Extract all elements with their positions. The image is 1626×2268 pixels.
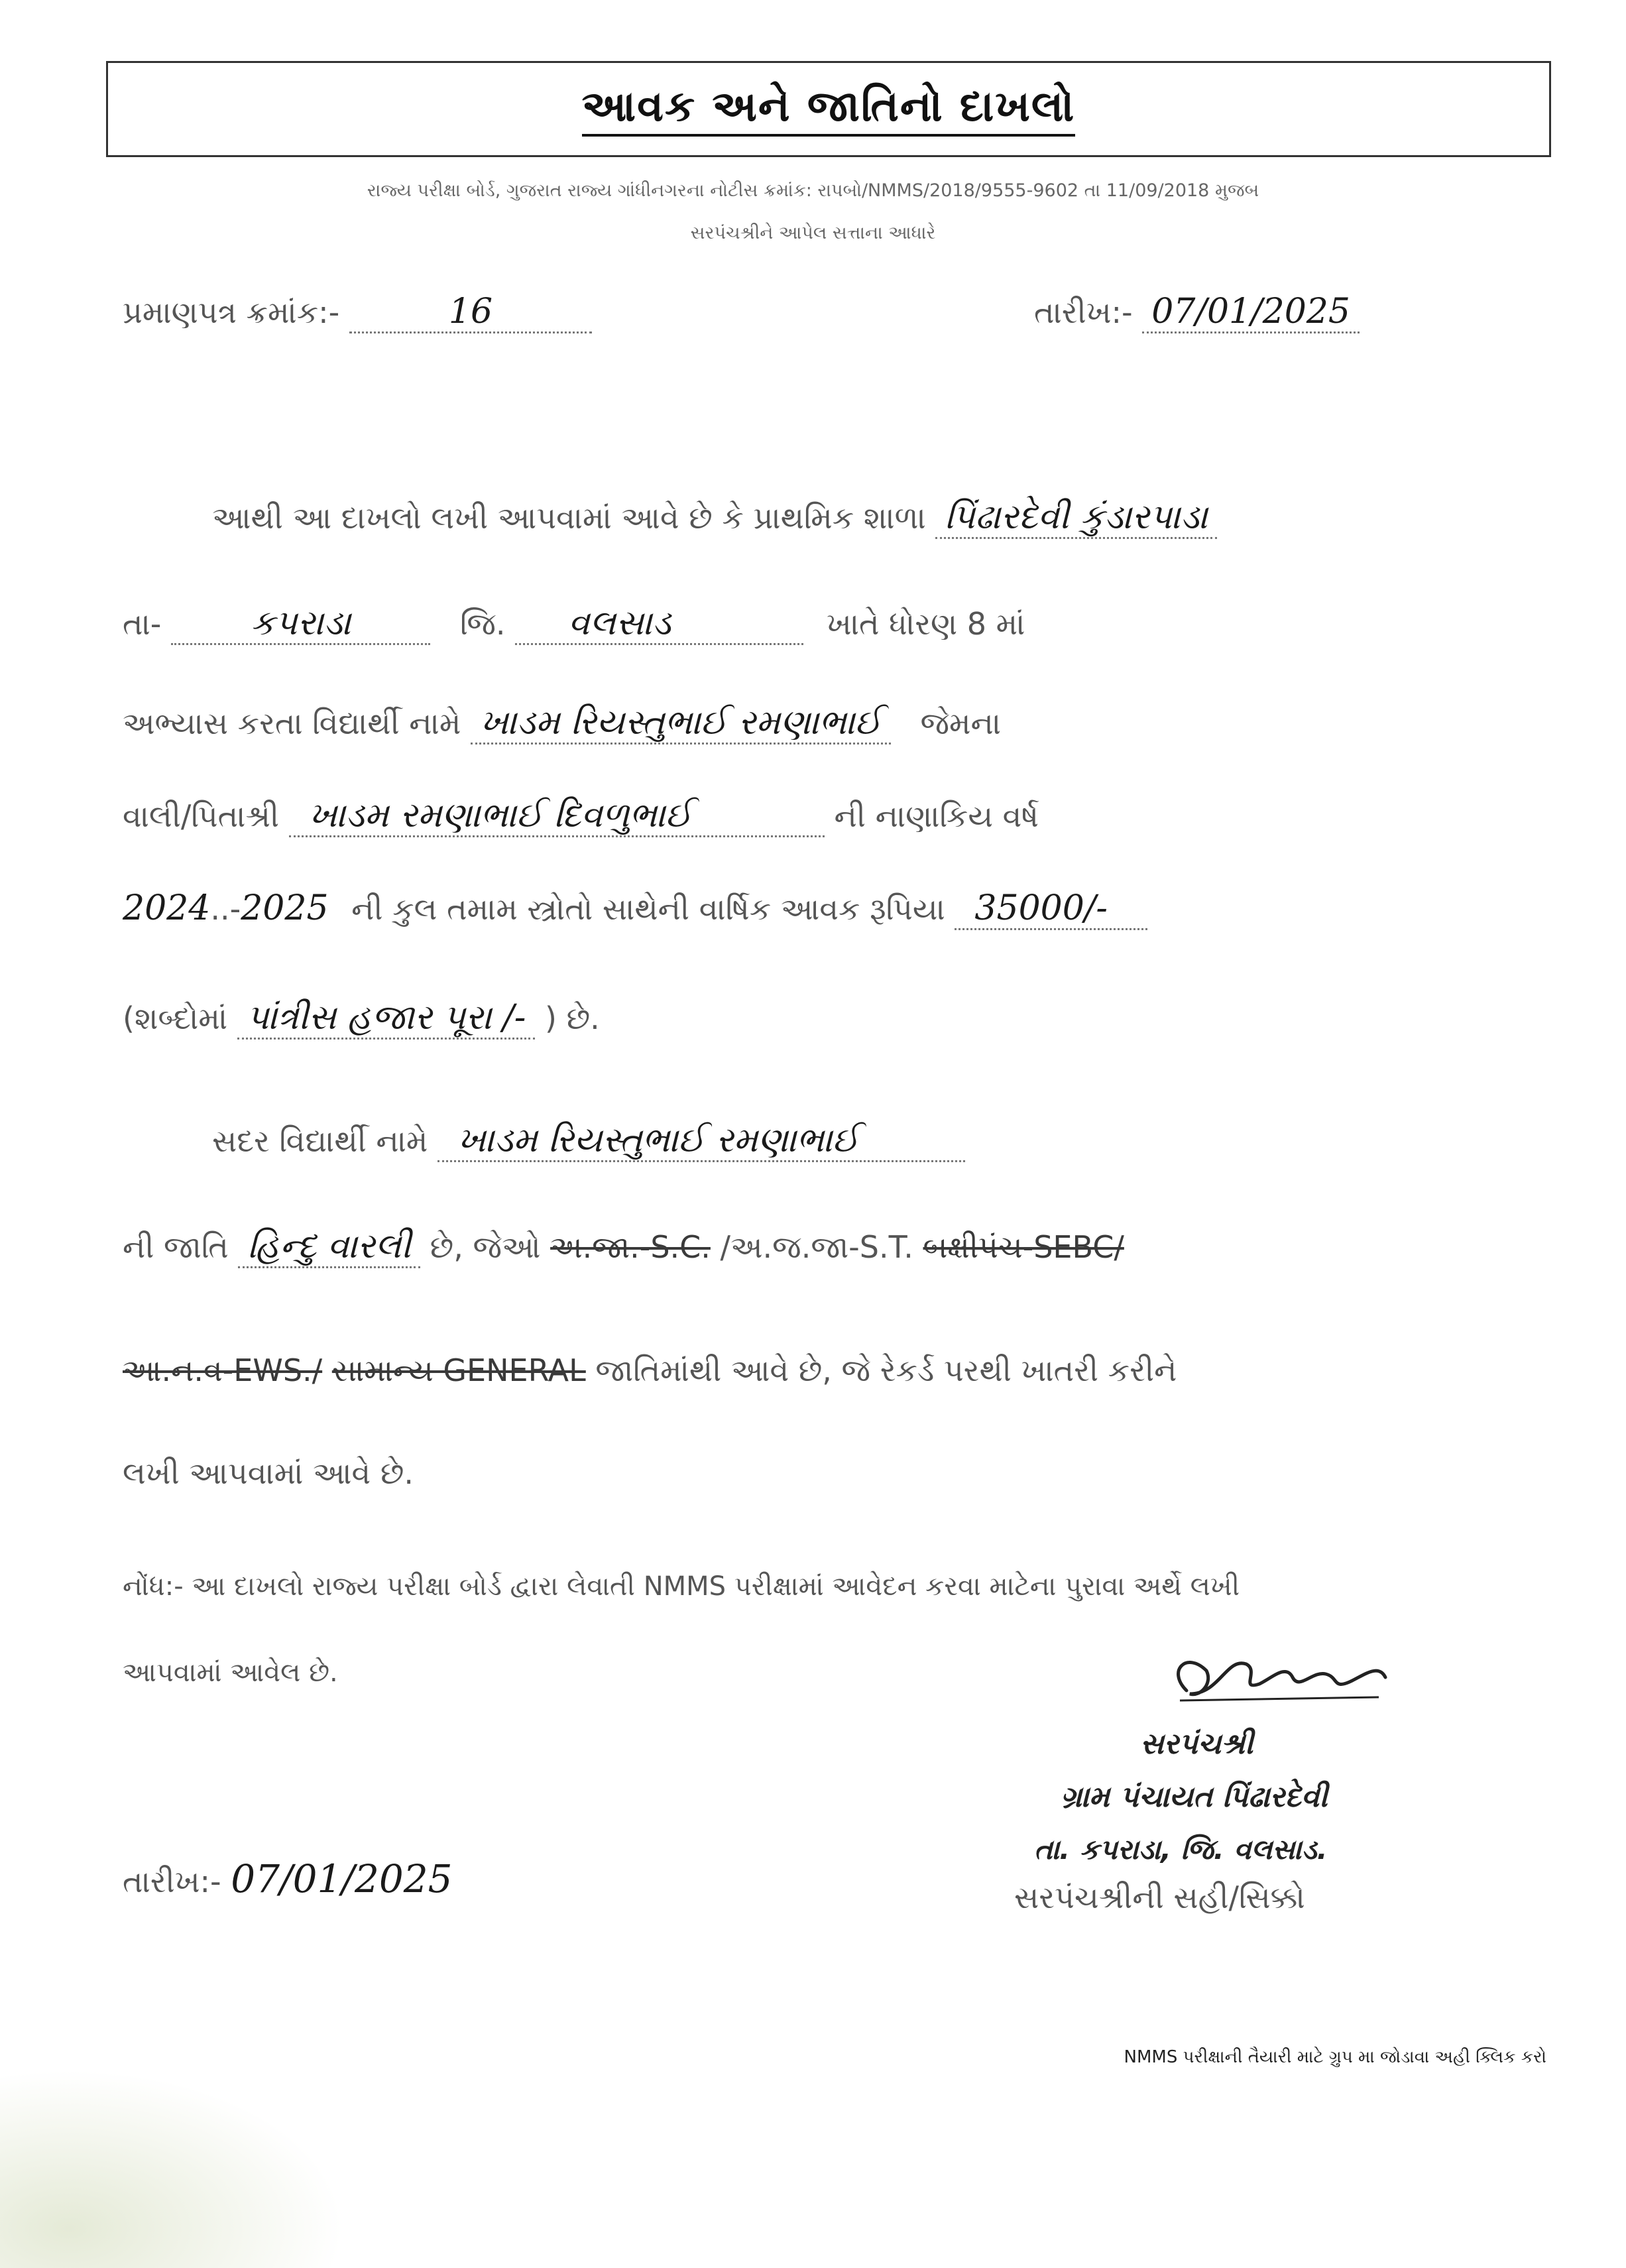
note-line-2: આપવામાં આવેલ છે.	[123, 1657, 338, 1688]
category-general: સામાન્ય GENERAL	[331, 1352, 586, 1388]
certificate-number-label: પ્રમાણપત્ર ક્રમાંક:-	[123, 294, 340, 330]
category-sebc: બક્ષીપંચ-SEBC/	[923, 1229, 1124, 1265]
year-to: 2025	[241, 888, 329, 928]
signature-scribble	[1160, 1644, 1412, 1717]
certificate-number: 16	[349, 292, 592, 333]
bottom-date-label: તારીખ:-	[123, 1864, 221, 1899]
body-line-8	[123, 1226, 1124, 1267]
caste-mid-text: છે, જેઓ	[430, 1229, 541, 1265]
student-label: અભ્યાસ કરતા વિદ્યાર્થી નામે	[123, 705, 461, 741]
date-label: તારીખ:-	[1034, 294, 1133, 330]
title-box	[106, 61, 1551, 157]
sign-label: સરપંચશ્રીની સહી/સિક્કો	[1014, 1880, 1305, 1915]
year-from: 2024	[123, 888, 211, 928]
student-name-2: ખાડમ રિયસ્તુભાઈ રમણાભાઈ	[437, 1120, 965, 1162]
category-ews: આ.ન.વ-EWS./	[123, 1352, 323, 1388]
income-words: પાંત્રીસ હજાર પૂરા /-	[237, 998, 536, 1040]
date-value: 07/01/2025	[1142, 292, 1360, 333]
scan-smudge	[0, 2069, 345, 2268]
closing-text: લખી આપવામાં આવે છે.	[123, 1455, 414, 1491]
caste-confirm-text: જાતિમાંથી આવે છે, જે રેકર્ડ પરથી ખાતરી કરીને	[595, 1352, 1177, 1388]
words-label: (શબ્દોમાં	[123, 1000, 228, 1036]
parent-label: વાલી/પિતાશ્રી	[123, 798, 280, 834]
bottom-date-value: 07/01/2025	[231, 1856, 453, 1901]
footer-link[interactable]: NMMS પરીક્ષાની તૈયારી માટે ગ્રુપ મા જોડાવા અહી ક્લિક કરો	[1124, 2047, 1546, 2067]
year-suffix-text: ની નાણાકિય વર્ષ	[834, 798, 1039, 834]
caste-value: હિન્દુ વારલી	[238, 1226, 420, 1268]
bottom-date-row	[123, 1856, 453, 1901]
stamp-line-3: તા. કપરાડા, જિ. વલસાડ.	[1034, 1833, 1328, 1866]
caste-label: ની જાતિ	[123, 1229, 229, 1265]
document-title: આવક અને જાતિનો દાખલો	[582, 82, 1076, 137]
body-line-10	[123, 1455, 414, 1492]
body-line-2	[123, 603, 1025, 644]
standard-text: ખાતે ધોરણ 8 માં	[826, 606, 1025, 642]
student-label-2: સદર વિદ્યાર્થી નામે	[212, 1123, 428, 1159]
taluka-value: કપરાડા	[171, 603, 430, 645]
body-line-9	[123, 1352, 1177, 1390]
signature	[1160, 1644, 1412, 1720]
body-line-6	[123, 998, 600, 1038]
body-line-4	[123, 796, 1039, 836]
district-label: જિ.	[460, 606, 506, 642]
stamp-line-1: સરપંચશ્રી	[1140, 1727, 1253, 1761]
parent-name: ખાડમ રમણાભાઈ દિવળુભાઈ	[289, 796, 825, 837]
taluka-label: તા-	[123, 606, 162, 642]
income-amount: 35000/-	[955, 888, 1147, 930]
student-name: ખાડમ રિયસ્તુભાઈ રમણાભાઈ	[471, 703, 891, 745]
body-line-3	[123, 703, 1001, 743]
notice-line-2: સરપંચશ્રીને આપેલ સત્તાના આધારે	[690, 223, 936, 243]
words-suffix: ) છે.	[545, 1000, 600, 1036]
body-line-5: 2024..-2025 ની કુલ તમામ સ્ત્રોતો સાથેની વાર્ષિક આવક રૂપિયા 35000/-	[123, 888, 1147, 928]
school-prefix-text: આથી આ દાખલો લખી આપવામાં આવે છે કે પ્રાથમિક શાળા	[212, 500, 926, 536]
certificate-number-row	[123, 292, 592, 331]
note-line-1: નોંધ:- આ દાખલો રાજ્ય પરીક્ષા બોર્ડ દ્વારા લેવાતી NMMS પરીક્ષામાં આવેદન કરવા માટેના પુરાવા અર્થે લખી	[123, 1571, 1240, 1602]
date-row	[1034, 292, 1360, 331]
whose-text: જેમના	[920, 705, 1002, 741]
category-st: /અ.જ.જા-S.T.	[720, 1229, 913, 1265]
category-sc: અ.જા.-S.C.	[550, 1229, 711, 1265]
stamp-line-2: ગ્રામ પંચાયત પિંઢારદેવી	[1061, 1780, 1328, 1814]
district-value: વલસાડ	[515, 603, 803, 645]
income-text: ની કુલ તમામ સ્ત્રોતો સાથેની વાર્ષિક આવક રૂપિયા	[351, 891, 945, 927]
notice-line-1: રાજ્ય પરીક્ષા બોર્ડ, ગુજરાત રાજ્ય ગાંધીનગરના નોટીસ ક્રમાંક: રાપબો/NMMS/2018/9555-9602 તા 11/09/2018 મુજબ	[367, 180, 1259, 201]
body-line-7	[212, 1120, 965, 1161]
body-line-1	[212, 497, 1217, 538]
school-name: પિંઢારદેવી કુંડારપાડા	[935, 497, 1217, 539]
